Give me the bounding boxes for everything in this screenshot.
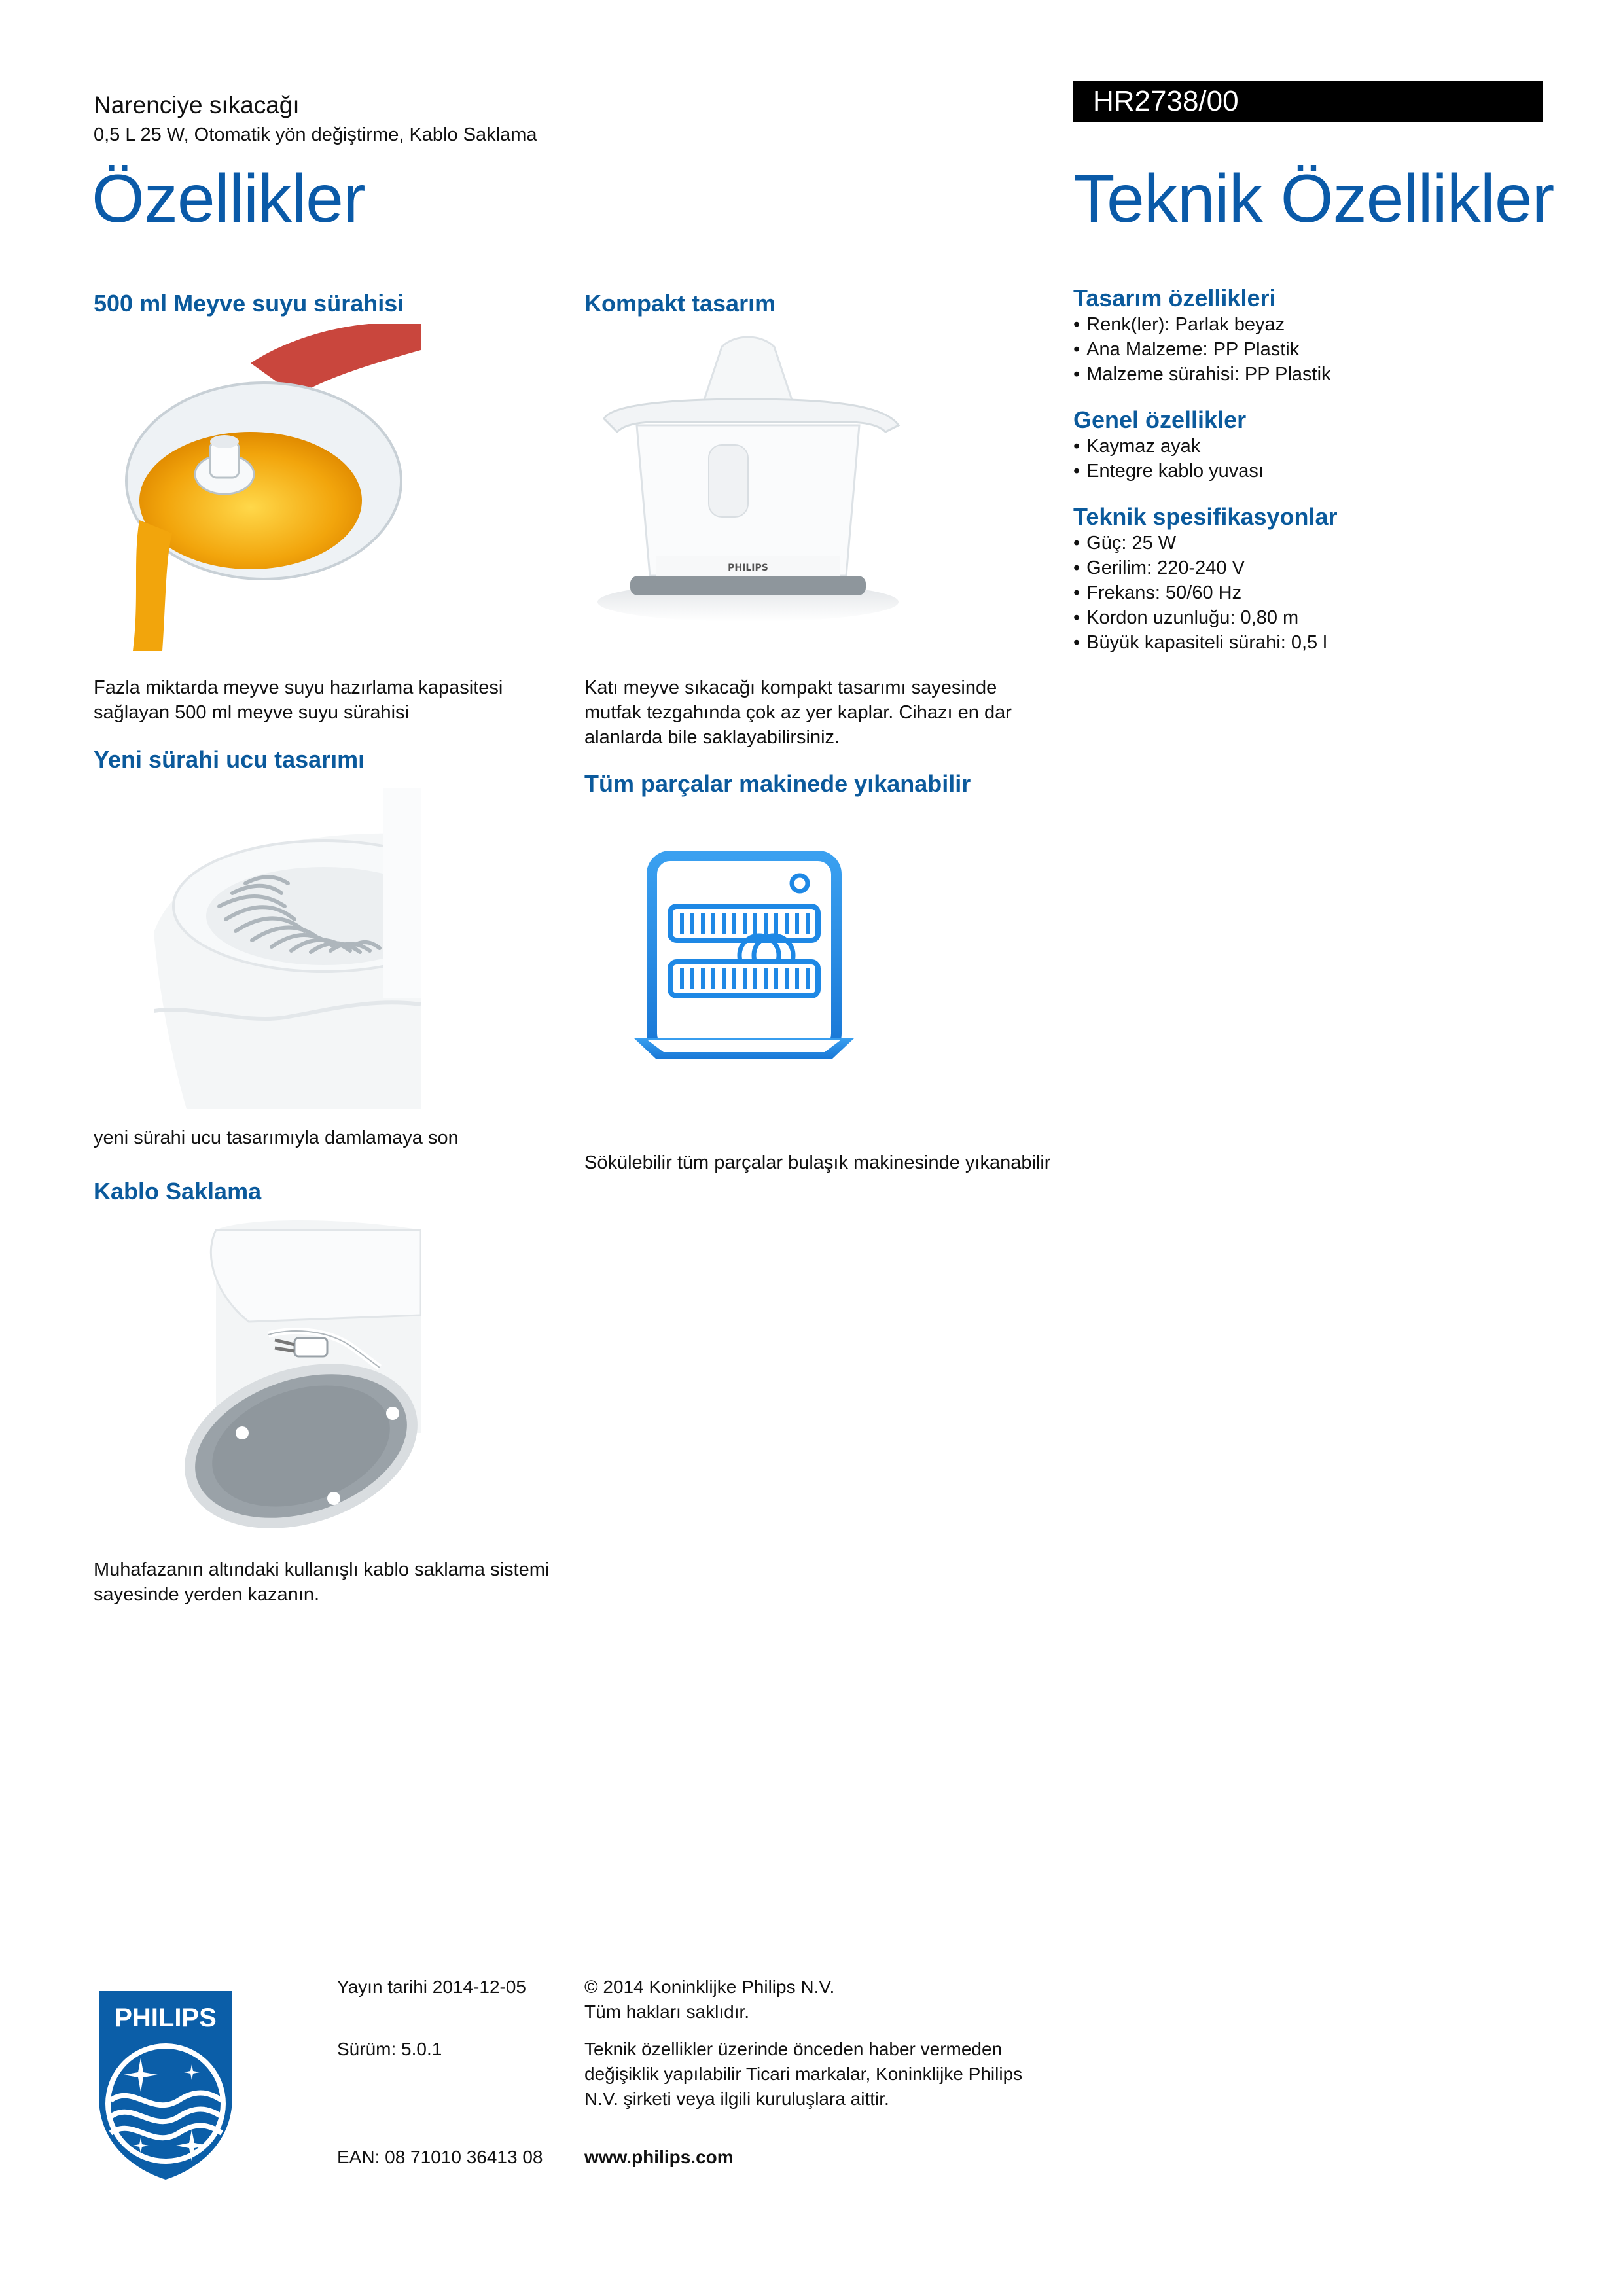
spec-item: • Entegre kablo yuvası	[1073, 459, 1544, 484]
feature-text-dishwasher: Sökülebilir tüm parçalar bulaşık makinesinde yıkanabilir	[584, 1152, 1051, 1173]
spec-list-technical	[1073, 531, 1544, 655]
spec-item: • Kordon uzunluğu: 0,80 m	[1073, 605, 1544, 630]
spec-item: • Malzeme sürahisi: PP Plastik	[1073, 362, 1544, 387]
spec-item: • Büyük kapasiteli sürahi: 0,5 l	[1073, 630, 1544, 655]
features-title: Özellikler	[92, 161, 365, 237]
spec-item: • Ana Malzeme: PP Plastik	[1073, 337, 1544, 362]
spec-item: • Gerilim: 220-240 V	[1073, 556, 1544, 580]
dishwasher-icon	[628, 851, 864, 1073]
spec-heading-technical: Teknik spesifikasyonlar	[1073, 503, 1338, 530]
website-link[interactable]: www.philips.com	[584, 2147, 734, 2167]
rights-reserved: Tüm hakları saklıdır.	[584, 2002, 750, 2022]
spec-heading-general: Genel özellikler	[1073, 406, 1247, 433]
spec-heading-design: Tasarım özellikleri	[1073, 285, 1276, 311]
logo-wordmark: PHILIPS	[115, 2004, 217, 2032]
spec-item: • Kaymaz ayak	[1073, 434, 1544, 459]
spec-list-design	[1073, 312, 1544, 387]
feature-text-cord: Muhafazanın altındaki kullanışlı kablo saklama sistemi sayesinde yerden kazanın.	[94, 1559, 550, 1605]
feature-heading-dishwasher: Tüm parçalar makinede yıkanabilir	[584, 770, 971, 797]
spout-image	[154, 788, 421, 1109]
spec-list-general	[1073, 434, 1544, 484]
disclaimer: Teknik özellikler üzerinde önceden haber vermeden değişiklik yapılabilir Ticari markalar, Koninklijke Philips N.V. şirketi veya ilgili kuruluşlara aittir.	[584, 2039, 1023, 2109]
feature-text-compact: Katı meyve sıkacağı kompakt tasarımı sayesinde mutfak tezgahında çok az yer kaplar. Cihazı en dar alanlarda bile saklayabilirsiniz.	[584, 677, 1012, 748]
feature-text-spout: yeni sürahi ucu tasarımıyla damlamaya son	[94, 1127, 459, 1148]
feature-heading-cord: Kablo Saklama	[94, 1178, 262, 1205]
publish-date: Yayın tarihi 2014-12-05	[337, 1977, 526, 1997]
specs-column	[1073, 285, 1544, 655]
copyright: © 2014 Koninklijke Philips N.V.	[584, 1977, 835, 1997]
ean-code: EAN: 08 71010 36413 08	[337, 2147, 543, 2167]
spec-item: • Renk(ler): Parlak beyaz	[1073, 312, 1544, 337]
juicer-image	[584, 334, 912, 654]
product-subtitle: 0,5 L 25 W, Otomatik yön değiştirme, Kablo Saklama	[94, 124, 537, 145]
model-badge	[1073, 81, 1543, 122]
specs-title: Teknik Özellikler	[1073, 161, 1554, 237]
spec-item: • Güç: 25 W	[1073, 531, 1544, 556]
spec-item: • Frekans: 50/60 Hz	[1073, 580, 1544, 605]
version: Sürüm: 5.0.1	[337, 2039, 442, 2059]
feature-heading-compact: Kompakt tasarım	[584, 290, 776, 317]
jug-image	[94, 324, 421, 651]
feature-heading-jug: 500 ml Meyve suyu sürahisi	[94, 290, 404, 317]
feature-heading-spout: Yeni sürahi ucu tasarımı	[94, 746, 365, 773]
cord-storage-image	[177, 1217, 421, 1531]
juicer-brand-mark: PHILIPS	[728, 563, 768, 573]
model-number: HR2738/00	[1093, 85, 1239, 117]
product-name: Narenciye sıkacağı	[94, 92, 300, 118]
philips-logo	[94, 1986, 238, 2182]
feature-text-jug: Fazla miktarda meyve suyu hazırlama kapasitesi sağlayan 500 ml meyve suyu sürahisi	[94, 677, 503, 723]
